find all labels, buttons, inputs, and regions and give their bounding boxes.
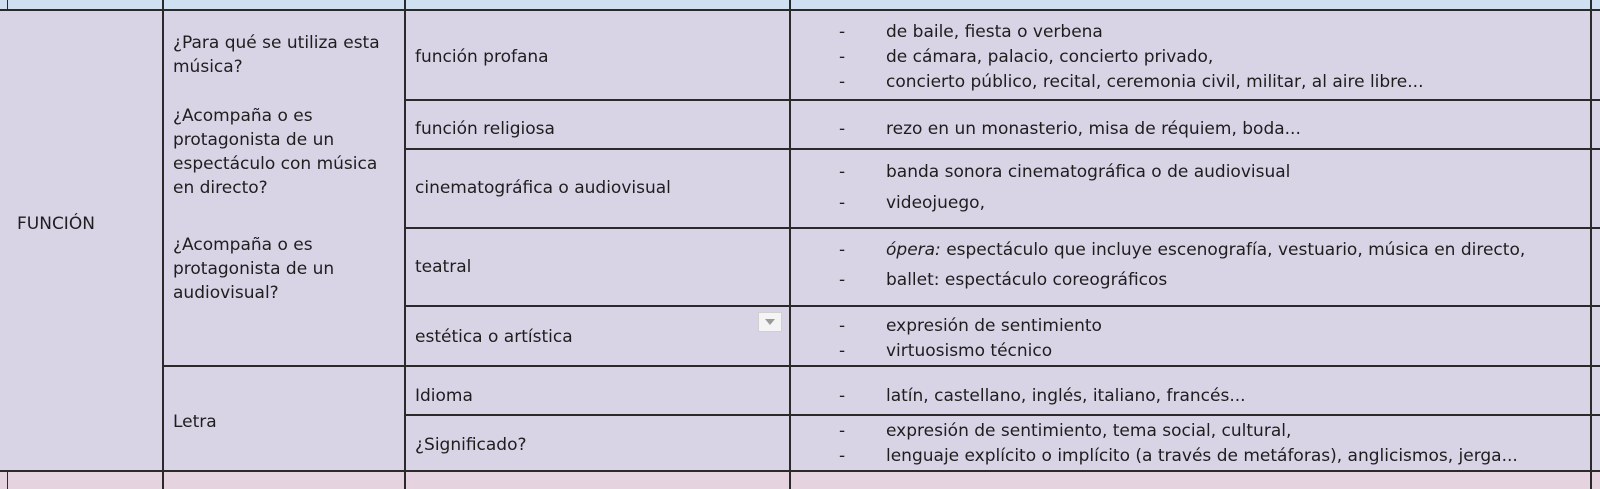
funcion-label: FUNCIÓN <box>17 214 95 234</box>
bullet-dash: - <box>839 162 846 182</box>
description-item: banda sonora cinematográfica o de audiovisual <box>886 162 1291 182</box>
description-item <box>886 238 1525 262</box>
question-line: audiovisual? <box>173 283 279 303</box>
chevron-down-icon[interactable] <box>758 312 782 332</box>
bullet-dash: - <box>839 386 846 406</box>
description-item: expresión de sentimiento, tema social, cultural, <box>886 421 1292 441</box>
description-item: de baile, fiesta o verbena <box>886 22 1103 42</box>
question-line: ¿Acompaña o es <box>173 106 313 126</box>
type-significado: ¿Significado? <box>415 435 527 455</box>
funcion-label-cell <box>0 10 163 471</box>
question-line: protagonista de un <box>173 259 335 279</box>
question-line: protagonista de un <box>173 130 335 150</box>
description-item: concierto público, recital, ceremonia civil, militar, al aire libre... <box>886 72 1424 92</box>
next-row <box>0 472 1600 489</box>
bullet-dash: - <box>839 316 846 336</box>
question-line: ¿Acompaña o es <box>173 235 313 255</box>
description-item: expresión de sentimiento <box>886 316 1102 336</box>
question-line: espectáculo con música <box>173 154 378 174</box>
bullet-dash: - <box>839 421 846 441</box>
bullet-dash: - <box>839 119 846 139</box>
type-funcion-profana: función profana <box>415 47 549 67</box>
question-line: música? <box>173 57 243 77</box>
bullet-dash: - <box>839 270 846 290</box>
description-item: latín, castellano, inglés, italiano, francés... <box>886 386 1246 406</box>
type-cinematografica: cinematográfica o audiovisual <box>415 178 671 198</box>
description-item: de cámara, palacio, concierto privado, <box>886 47 1214 67</box>
bullet-dash: - <box>839 341 846 361</box>
description-item: ballet: espectáculo coreográficos <box>886 270 1168 290</box>
description-emphasis: ópera: <box>886 240 941 260</box>
description-item: virtuosismo técnico <box>886 341 1053 361</box>
letra-label: Letra <box>173 412 217 432</box>
type-funcion-religiosa: función religiosa <box>415 119 555 139</box>
question-line: ¿Para qué se utiliza esta <box>173 33 380 53</box>
bullet-dash: - <box>839 47 846 67</box>
description-item: rezo en un monasterio, misa de réquiem, boda... <box>886 119 1301 139</box>
question-line: en directo? <box>173 178 268 198</box>
bullet-dash: - <box>839 22 846 42</box>
bullet-dash: - <box>839 72 846 92</box>
type-estetica: estética o artística <box>415 327 573 347</box>
type-idioma: Idioma <box>415 386 473 406</box>
description-item: videojuego, <box>886 193 985 213</box>
bullet-dash: - <box>839 446 846 466</box>
bullet-dash: - <box>839 193 846 213</box>
bullet-dash: - <box>839 240 846 260</box>
description-text: espectáculo que incluye escenografía, vestuario, música en directo, <box>940 240 1526 260</box>
type-teatral: teatral <box>415 257 472 277</box>
description-item: lenguaje explícito o implícito (a través de metáforas), anglicismos, jerga... <box>886 446 1518 466</box>
